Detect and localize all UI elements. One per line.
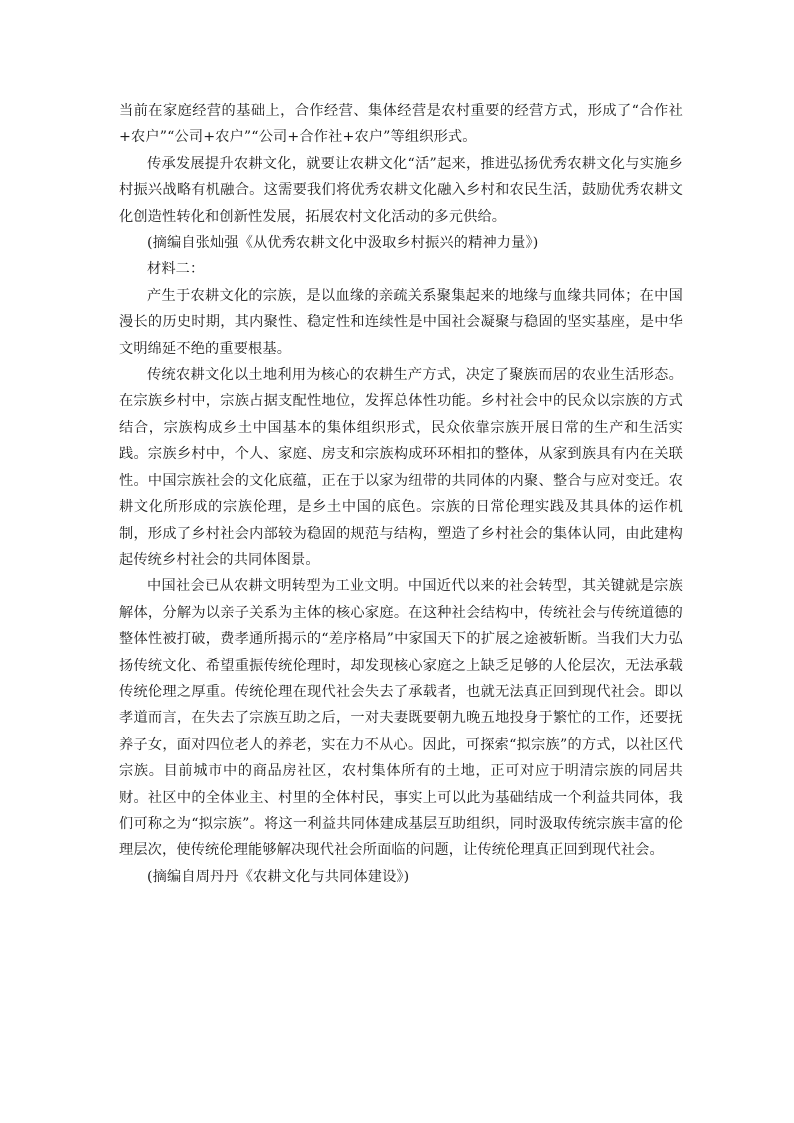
material-two-heading: 材料二：: [147, 261, 205, 278]
paragraph-clan-village: 传统农耕文化以土地利用为核心的农耕生产方式，决定了聚族而居的农业生活形态。在宗族乡村中，宗族占据支配性地位，发挥总体性功能。乡村社会中的民众以宗族的方式结合，宗族构成乡土中国基本的集体组织形式，民众依靠宗族开展日常的生产和生活实践。宗族乡村中，个人、家庭、房支和宗族构成环环相扣的整体，从家到族具有内在关联性。中国宗族社会的文化底蕴，正在于以家为纽带的共同体的内聚、整合与应对变迁。农耕文化所形成的宗族伦理，是乡土中国的底色。宗族的日常伦理实践及其具体的运作机制，形成了乡村社会内部较为稳固的规范与结构，塑造了乡村社会的集体认同，由此建构起传统乡村社会的共同体图景。: [119, 367, 683, 568]
paragraph-clan-origin: 产生于农耕文化的宗族，是以血缘的亲疏关系聚集起来的地缘与血缘共同体；在中国漫长的历史时期，其内聚性、稳定性和连续性是中国社会凝聚与稳固的坚实基座，是中华文明绵延不绝的重要根基。: [119, 287, 683, 357]
paragraph-inherit-farming-culture: 传承发展提升农耕文化，就要让农耕文化“活”起来，推进弘扬优秀农耕文化与实施乡村振兴战略有机融合。这需要我们将优秀农耕文化融入乡村和农民生活，鼓励优秀农耕文化创造性转化和创新性发展，拓展农村文化活动的多元供给。: [119, 155, 683, 225]
source-note-zhou: (摘编自周丹丹《农耕文化与共同体建设》): [147, 868, 410, 885]
paragraph-social-transformation: 中国社会已从农耕文明转型为工业文明。中国近代以来的社会转型，其关键就是宗族解体，分解为以亲子关系为主体的核心家庭。在这种社会结构中，传统社会与传统道德的整体性被打破，费孝通所揭示的“差序格局”中家国天下的扩展之途被斩断。当我们大力弘扬传统文化、希望重振传统伦理时，却发现核心家庭之上缺乏足够的人伦层次，无法承载传统伦理之厚重。传统伦理在现代社会失去了承载者，也就无法真正回到现代社会。即以孝道而言，在失去了宗族互助之后，一对夫妻既要朝九晚五地投身于繁忙的工作，还要抚养子女，面对四位老人的养老，实在力不从心。因此，可探索“拟宗族”的方式，以社区代宗族。目前城市中的商品房社区，农村集体所有的土地，正可对应于明清宗族的同居共财。社区中的全体业主、村里的全体村民，事实上可以此为基础结成一个利益共同体，我们可称之为“拟宗族”。将这一利益共同体建成基层互助组织，同时汲取传统宗族丰富的伦理层次，使传统伦理能够解决现代社会所面临的问题，让传统伦理真正回到现代社会。: [119, 578, 683, 859]
paragraph-cooperative-forms: 当前在家庭经营的基础上，合作经营、集体经营是农村重要的经营方式，形成了“合作社+农户”“公司+农户”“公司+合作社+农户”等组织形式。: [119, 103, 683, 146]
source-note-zhang: (摘编自张灿强《从优秀农耕文化中汲取乡村振兴的精神力量》): [147, 235, 539, 252]
document-page: [119, 98, 683, 890]
